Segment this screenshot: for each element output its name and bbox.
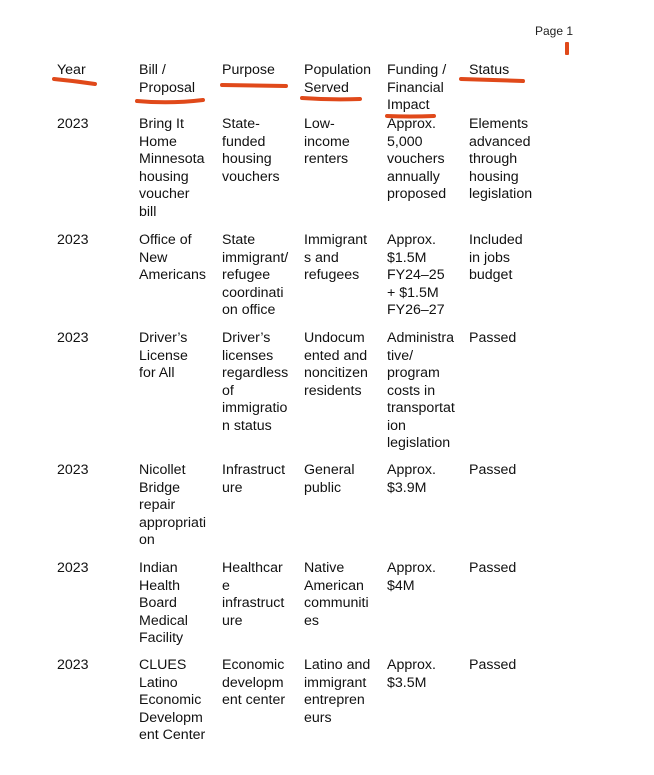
table-row [57,657,617,747]
cell-bill: Nicollet Bridge repair appropriati on [139,462,207,548]
cell-population: Immigrant s and refugees [304,232,368,283]
cell-population: General public [304,462,355,496]
table-row [57,330,617,462]
cell-status: Included in jobs budget [469,232,523,283]
cell-population: Latino and immigrant entrepren eurs [304,657,371,726]
cell-year: 2023 [57,232,89,248]
cell-funding: Administra tive/ program costs in transportat ion legislation [387,330,455,451]
cell-funding: Approx. $1.5M FY24–25 + $1.5M FY26–27 [387,232,445,318]
header-population-served: Population Served [304,62,372,96]
cell-status: Passed [469,462,517,478]
cell-funding: Approx. $3.9M [387,462,436,496]
header-purpose: Purpose [222,62,275,78]
cell-status: Passed [469,657,517,673]
cell-population: Native American communiti es [304,560,369,629]
bills-table [57,62,617,747]
table-row [57,462,617,560]
cell-year: 2023 [57,116,89,132]
cell-year: 2023 [57,462,89,478]
cell-population: Undocum ented and noncitizen residents [304,330,368,399]
header-bill-proposal: Bill / Proposal [139,62,195,96]
cell-bill: Driver’s License for All [139,330,188,381]
cell-bill: Office of New Americans [139,232,207,283]
table-header-row [57,62,617,116]
table-row [57,232,617,330]
cell-bill: Indian Health Board Medical Facility [139,560,188,646]
cell-purpose: Economic developm ent center [222,657,286,708]
table-row [57,116,617,232]
header-funding-impact: Funding / Financial Impact [387,62,447,113]
cell-year: 2023 [57,330,89,346]
cell-bill: CLUES Latino Economic Developm ent Center [139,657,206,743]
cell-purpose: State- funded housing vouchers [222,116,280,185]
table-row [57,560,617,657]
cell-status: Passed [469,560,517,576]
cell-funding: Approx. $4M [387,560,436,594]
cell-purpose: State immigrant/ refugee coordinati on office [222,232,289,318]
cell-purpose: Infrastruct ure [222,462,286,496]
cell-purpose: Driver’s licenses regardless of immigratio n status [222,330,289,434]
cell-funding: Approx. $3.5M [387,657,436,691]
cell-bill: Bring It Home Minnesota housing voucher bill [139,116,205,220]
header-status: Status [469,62,510,78]
cell-status: Elements advanced through housing legislation [469,116,533,202]
cell-year: 2023 [57,560,89,576]
header-year: Year [57,62,86,78]
cell-purpose: Healthcar e infrastruct ure [222,560,285,629]
cell-status: Passed [469,330,517,346]
cell-funding: Approx. 5,000 vouchers annually proposed [387,116,447,202]
cell-year: 2023 [57,657,89,673]
page-number: Page 1 [535,24,574,38]
cell-population: Low- income renters [304,116,350,167]
